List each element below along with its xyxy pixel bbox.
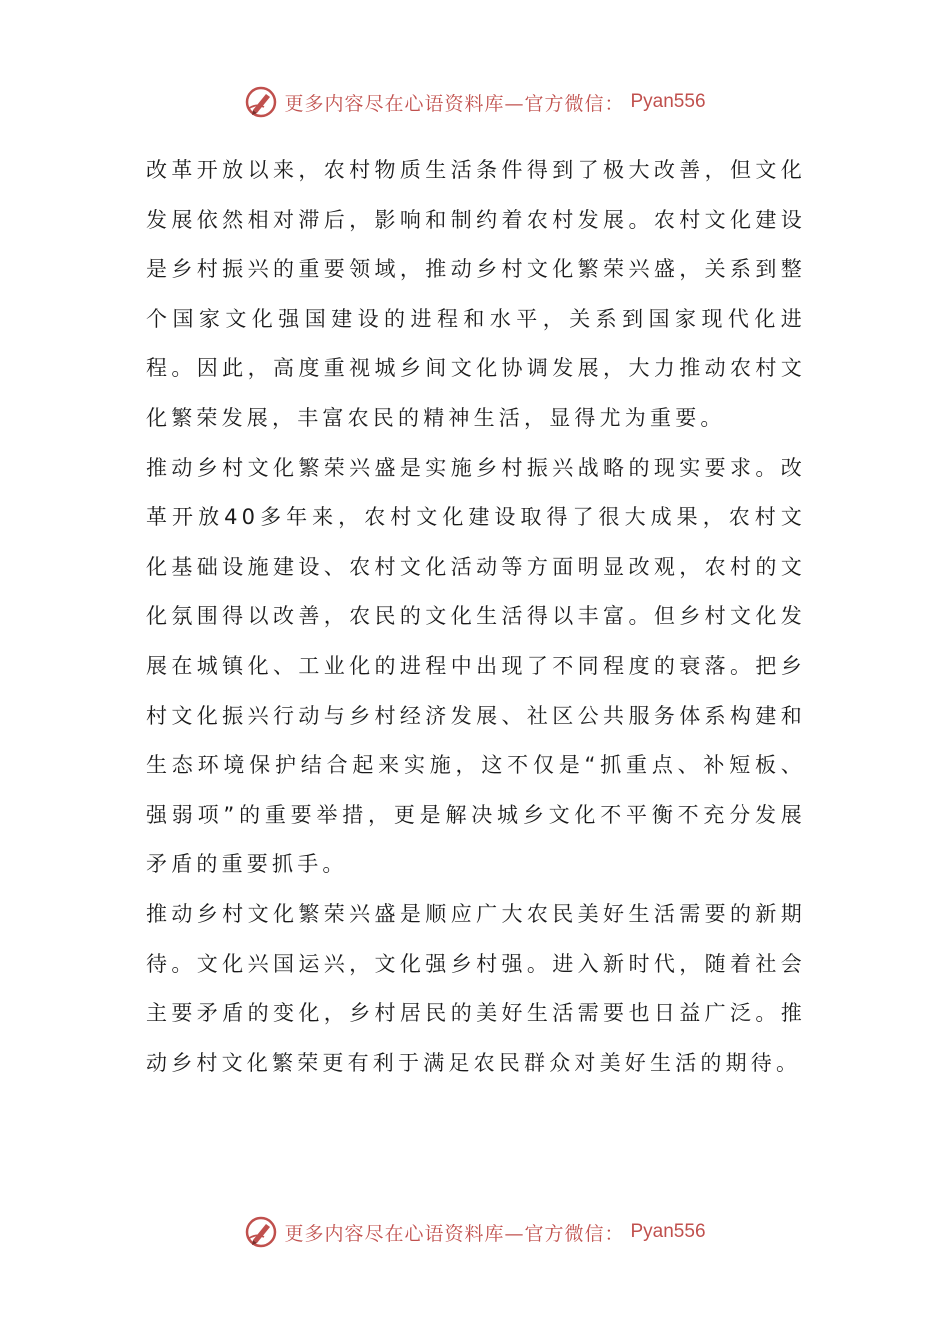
footer-banner-text: 更多内容尽在心语资料库—官方微信： [284, 1222, 625, 1245]
paragraph: 推动乡村文化繁荣兴盛是顺应广大农民美好生活需要的新期待。文化兴国运兴，文化强乡村强。进入新时代，随着社会主要矛盾的变化，乡村居民的美好生活需要也日益广泛。推动乡村文化繁荣更有利于满足农民群众对美好生活的期待。 [146, 901, 806, 1075]
header-banner-text: 更多内容尽在心语资料库—官方微信： [284, 92, 625, 115]
footer-banner-handle: Pyan556 [630, 1221, 706, 1242]
pen-logo-icon [244, 1215, 278, 1249]
header-banner [0, 82, 950, 122]
paragraph: 推动乡村文化繁荣兴盛是实施乡村振兴战略的现实要求。改革开放40多年来，农村文化建设取得了很大成果，农村文化基础设施建设、农村文化活动等方面明显改观，农村的文化氛围得以改善，农民的文化生活得以丰富。但乡村文化发展在城镇化、工业化的进程中出现了不同程度的衰落。把乡村文化振兴行动与乡村经济发展、社区公共服务体系构建和生态环境保护结合起来实施，这不仅是“抓重点、补短板、强弱项”的重要举措，更是解决城乡文化不平衡不充分发展矛盾的重要抓手。 [146, 455, 806, 877]
paragraph: 改革开放以来，农村物质生活条件得到了极大改善，但文化发展依然相对滞后，影响和制约着农村发展。农村文化建设是乡村振兴的重要领域，推动乡村文化繁荣兴盛，关系到整个国家文化强国建设的进程和水平，关系到国家现代化进程。因此，高度重视城乡间文化协调发展，大力推动农村文化繁荣发展，丰富农民的精神生活，显得尤为重要。 [146, 158, 806, 430]
pen-logo-icon [244, 85, 278, 119]
header-banner-handle: Pyan556 [630, 91, 706, 112]
footer-banner [0, 1212, 950, 1252]
article-body [146, 146, 806, 1088]
